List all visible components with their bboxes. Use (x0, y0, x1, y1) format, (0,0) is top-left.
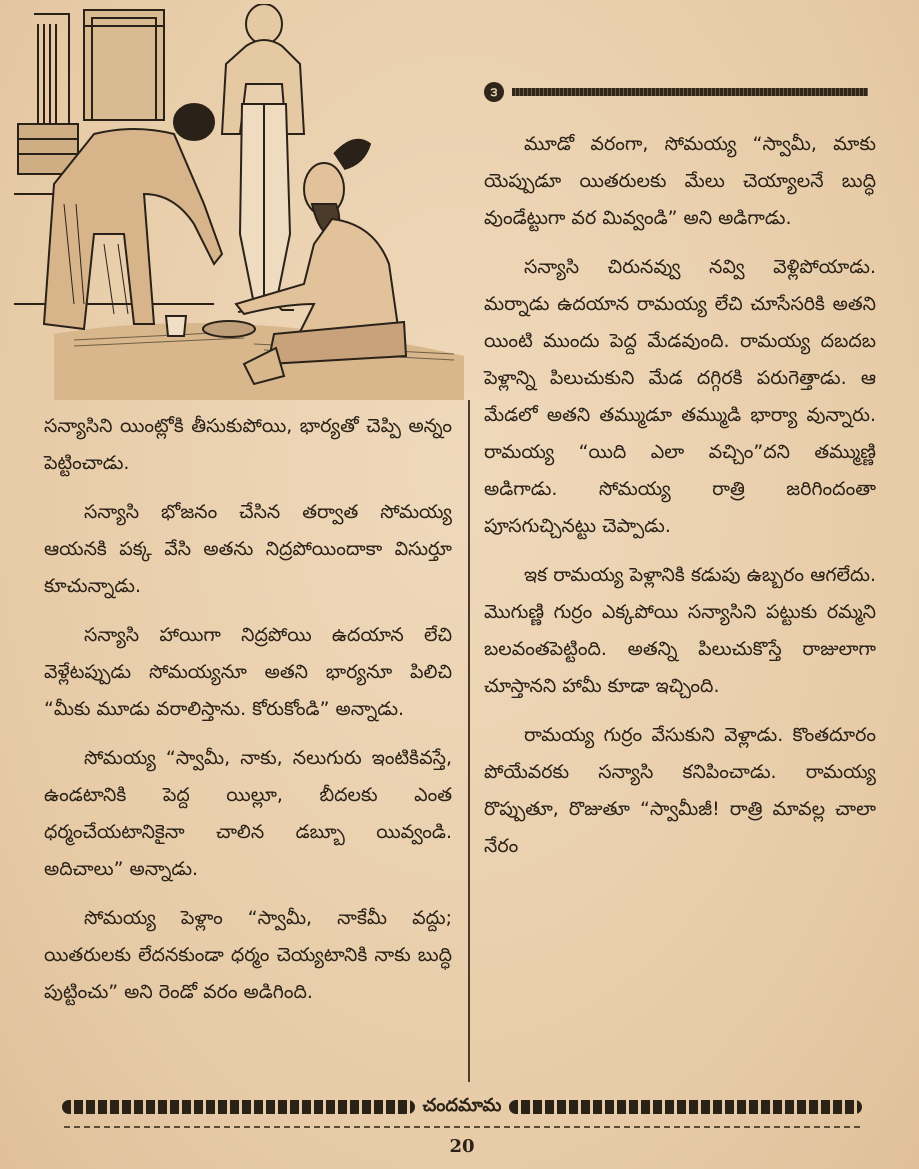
section-header (484, 82, 868, 104)
paragraph: రామయ్య గుర్రం వేసుకుని వెళ్లాడు. కొంతదూరం పోయేవరకు సన్యాసి కనిపించాడు. రామయ్య రొప్పుతూ, రొజుతూ “స్వామీజీ! రాత్రి మావల్ల చాలా నేరం (484, 724, 876, 857)
page-number: 20 (449, 1136, 475, 1157)
left-text-column (44, 408, 452, 1023)
paragraph: సన్యాసి భోజనం చేసిన తర్వాత సోమయ్య ఆయనకి పక్క వేసి అతను నిద్రపోయిందాకా విసుర్తూ కూచున్నాడు. (44, 501, 452, 597)
paragraph: సన్యాసి చిరునవ్వు నవ్వి వెళ్లిపోయాడు. మర్నాడు ఉదయాన రామయ్య లేచి చూసేసరికి అతని యింటి ముందు పెద్ద మేడవుంది. రామయ్య దబదబ పెళ్లాన్ని పిలుచుకుని మేడ దగ్గిరకి పరుగెత్తాడు. ఆ మేడలో అతని తమ్ముడూ తమ్ముడి భార్యా వున్నారు. రామయ్య “యిది ఎలా వచ్చిం”దని తమ్ముణ్ణి అడిగాడు. సోమయ్య రాత్రి జరిగిందంతా పూసగుచ్చినట్టు చెప్పాడు. (484, 256, 876, 537)
paragraph: సోమయ్య పెళ్లాం “స్వామీ, నాకేమీ వద్దు; యితరులకు లేదనకుండా ధర్మం చెయ్యటానికి నాకు బుద్ధి పుట్టించు” అని రెండో వరం అడిగింది. (44, 907, 452, 1003)
magazine-name: చందమామ (422, 1094, 502, 1116)
right-text-column (484, 126, 876, 877)
ornament-right (509, 1100, 862, 1114)
paragraph: సోమయ్య “స్వామీ, నాకు, నలుగురు ఇంటికివస్తే, ఉండటానికి పెద్ద యిల్లూ, బీదలకు ఎంత ధర్మంచేయటానికైనా చాలిన డబ్బూ యివ్వండి. అదిచాలు” అన్నాడు. (44, 747, 452, 880)
section-rule (512, 88, 868, 96)
footer-rule (64, 1126, 860, 1128)
paragraph: సన్యాసి హాయిగా నిద్రపోయి ఉదయాన లేచి వెళ్లేటప్పుడు సోమయ్యనూ అతని భార్యనూ పిలిచి “మీకు మూడు వరాలిస్తాను. కోరుకోండి” అన్నాడు. (44, 624, 452, 720)
story-illustration (14, 4, 466, 400)
ornament-left (62, 1100, 415, 1114)
column-divider (468, 400, 470, 1082)
section-marker: ౩ (484, 82, 504, 102)
paragraph: ఇక రామయ్య పెళ్లానికి కడుపు ఉబ్బరం ఆగలేదు. మొగుణ్ణి గుర్రం ఎక్కపోయి సన్యాసిని పట్టుకు రమ్మని బలవంతపెట్టింది. అతన్ని పిలుచుకొస్తే రాజులాగా చూస్తానని హామీ కూడా ఇచ్చింది. (484, 564, 876, 697)
footer-ornament-band (62, 1094, 862, 1120)
paragraph: సన్యాసిని యింట్లోకి తీసుకుపోయి, భార్యతో చెప్పి అన్నం పెట్టించాడు. (44, 415, 452, 474)
paragraph: మూడో వరంగా, సోమయ్య “స్వామీ, మాకు యెప్పుడూ యితరులకు మేలు చెయ్యాలనే బుద్ధి వుండేట్టుగా వర మివ్వండి” అని అడిగాడు. (484, 133, 876, 229)
